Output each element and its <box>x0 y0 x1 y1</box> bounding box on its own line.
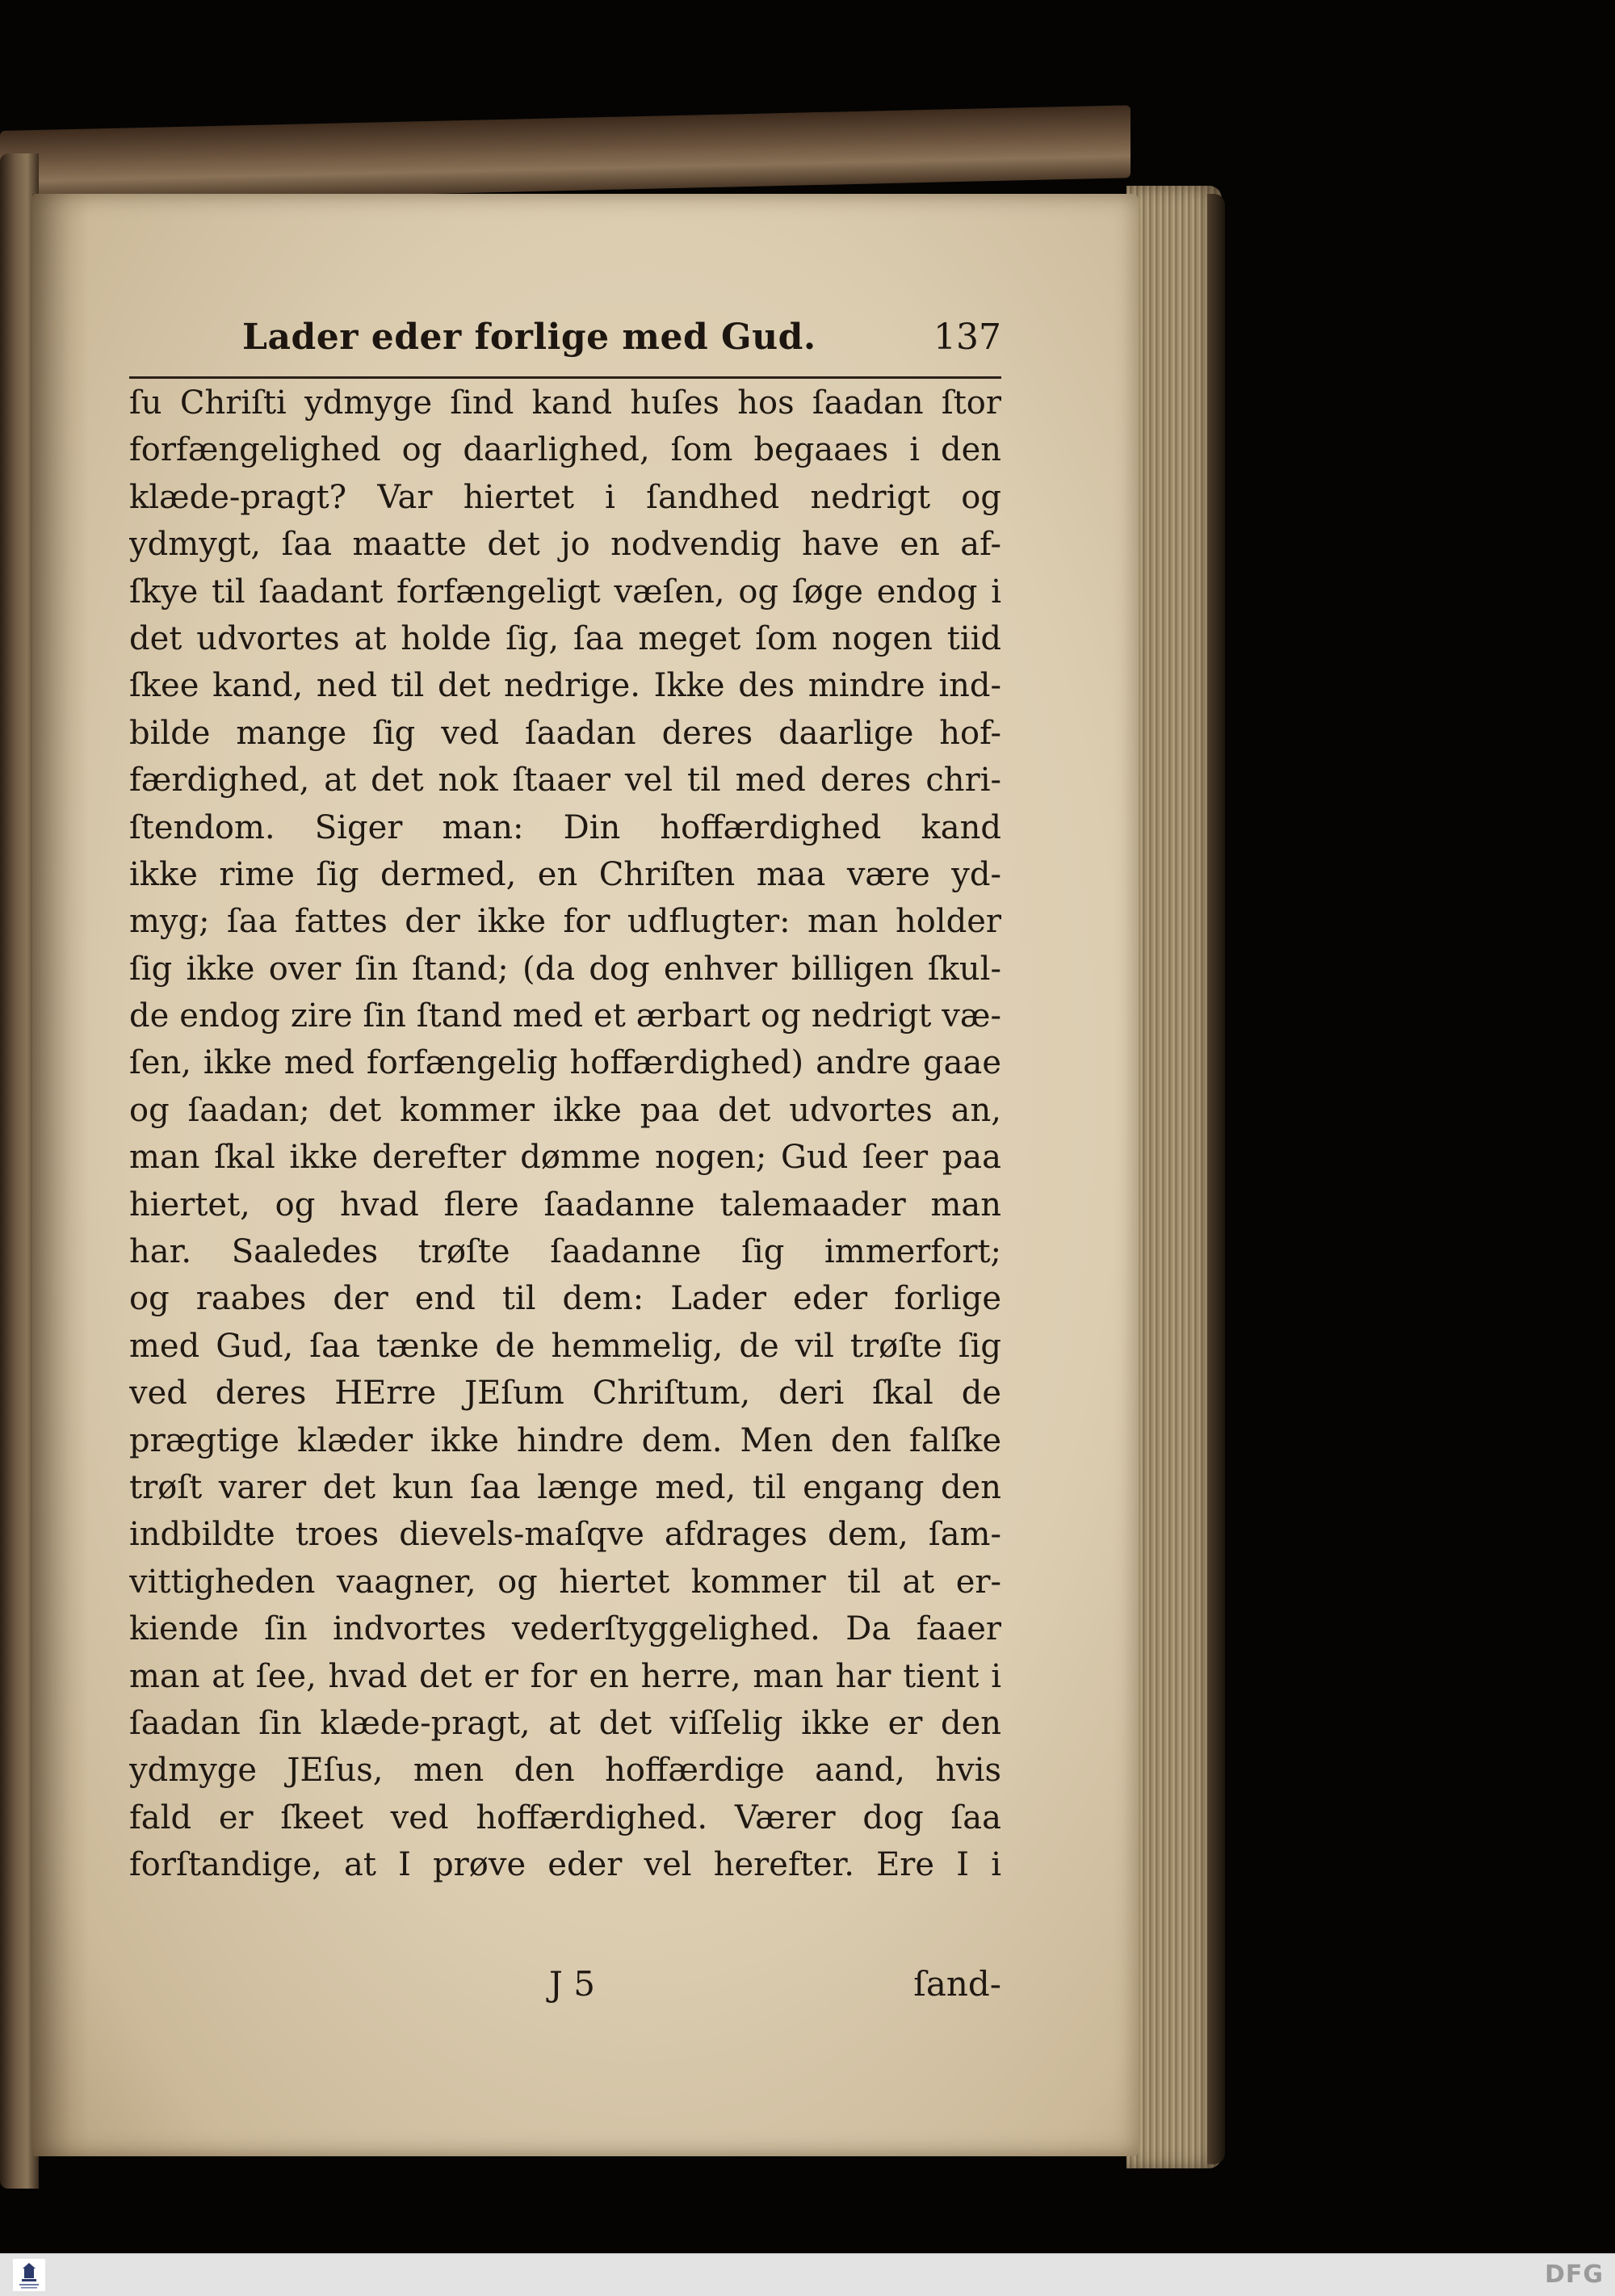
text-line: myg; ſaa fattes der ikke for udflugter: man holder <box>129 903 1001 941</box>
text-line: de endog zire ſin ſtand med et ærbart og nedrigt væ- <box>129 997 1001 1035</box>
running-head <box>242 317 1001 373</box>
text-line: det udvortes at holde ſig, ſaa meget ſom nogen tiid <box>129 619 1001 657</box>
head-rule <box>129 376 1001 379</box>
text-line: og ſaadan; det kommer ikke paa det udvortes an, <box>129 1091 1001 1129</box>
page-number: 137 <box>933 317 1001 358</box>
text-line: bilde mange ſig ved ſaadan deres daarlige hof- <box>129 714 1001 752</box>
text-line: færdighed, at det nok ſtaaer vel til med deres chri- <box>129 762 1001 800</box>
text-line: hiertet, og hvad flere ſaadanne talemaader man <box>129 1186 1001 1224</box>
text-line: ſig ikke over ſin ſtand; (da dog enhver billigen ſkul- <box>129 950 1001 988</box>
dfg-logo[interactable]: DFG <box>1544 2260 1604 2289</box>
text-line: ſu Chriſti ydmyge ſind kand huſes hos ſaadan ſtor <box>129 384 1001 422</box>
text-line: ved deres HErre JEſum Chriſtum, deri ſkal de <box>129 1375 1001 1412</box>
text-line: prægtige klæder ikke hindre dem. Men den falſke <box>129 1421 1001 1459</box>
text-line: ikke rime ſig dermed, en Chriſten maa være yd- <box>129 855 1001 893</box>
text-line: indbildte troes dievels-maſqve afdrages dem, ſam- <box>129 1516 1001 1554</box>
body-text <box>129 380 1001 1889</box>
text-line: ydmyge JEſus, men den hoffærdige aand, hvis <box>129 1752 1001 1790</box>
text-line: ſkee kand, ned til det nedrige. Ikke des mindre ind- <box>129 667 1001 705</box>
running-title: Lader eder forlige med Gud. <box>242 317 816 358</box>
text-line: trøſt varer det kun ſaa længe med, til engang den <box>129 1468 1001 1506</box>
text-line: ſtendom. Siger man: Din hoffærdighed kand <box>129 808 1001 846</box>
library-logo-icon[interactable] <box>13 2259 45 2291</box>
text-line: ſen, ikke med forfængelig hoffærdighed) andre gaae <box>129 1044 1001 1082</box>
library-crest-icon <box>13 2259 45 2291</box>
text-line: forfængelighed og daarlighed, ſom begaaes i den <box>129 431 1001 469</box>
page-footer <box>129 1964 1001 2013</box>
text-line: kiende ſin indvortes vederſtyggelighed. Da faaer <box>129 1610 1001 1648</box>
page-gutter-shadow <box>32 194 89 2156</box>
text-line: forſtandige, at I prøve eder vel herefter. Ere I i <box>129 1846 1001 1884</box>
book-back-cover-edge <box>1207 194 1225 2164</box>
text-line: klæde-pragt? Var hiertet i ſandhed nedrigt og <box>129 478 1001 516</box>
text-line: man ſkal ikke derefter dømme nogen; Gud ſeer paa <box>129 1139 1001 1177</box>
text-line: har. Saaledes trøſte ſaadanne ſig immerfort; <box>129 1233 1001 1271</box>
text-line: og raabes der end til dem: Lader eder forlige <box>129 1280 1001 1318</box>
text-line: ſaadan ſin klæde-pragt, at det viſſelig ikke er den <box>129 1704 1001 1742</box>
text-line: fald er ſkeet ved hoffærdighed. Værer dog ſaa <box>129 1799 1001 1836</box>
text-line: ſkye til ſaadant forfængeligt væſen, og ſøge endog i <box>129 573 1001 611</box>
book-cover-top <box>0 105 1130 204</box>
text-line: vittigheden vaagner, og hiertet kommer til at er- <box>129 1563 1001 1601</box>
signature-mark: J 5 <box>549 1964 595 2004</box>
catchword: ſand- <box>913 1964 1001 2004</box>
text-line: man at ſee, hvad det er for en herre, man har tient i <box>129 1657 1001 1695</box>
text-line: ydmygt, ſaa maatte det jo nodvendig have en af- <box>129 526 1001 564</box>
text-line: med Gud, ſaa tænke de hemmelig, de vil trøſte ſig <box>129 1327 1001 1365</box>
viewer-footer-bar <box>0 2253 1615 2296</box>
